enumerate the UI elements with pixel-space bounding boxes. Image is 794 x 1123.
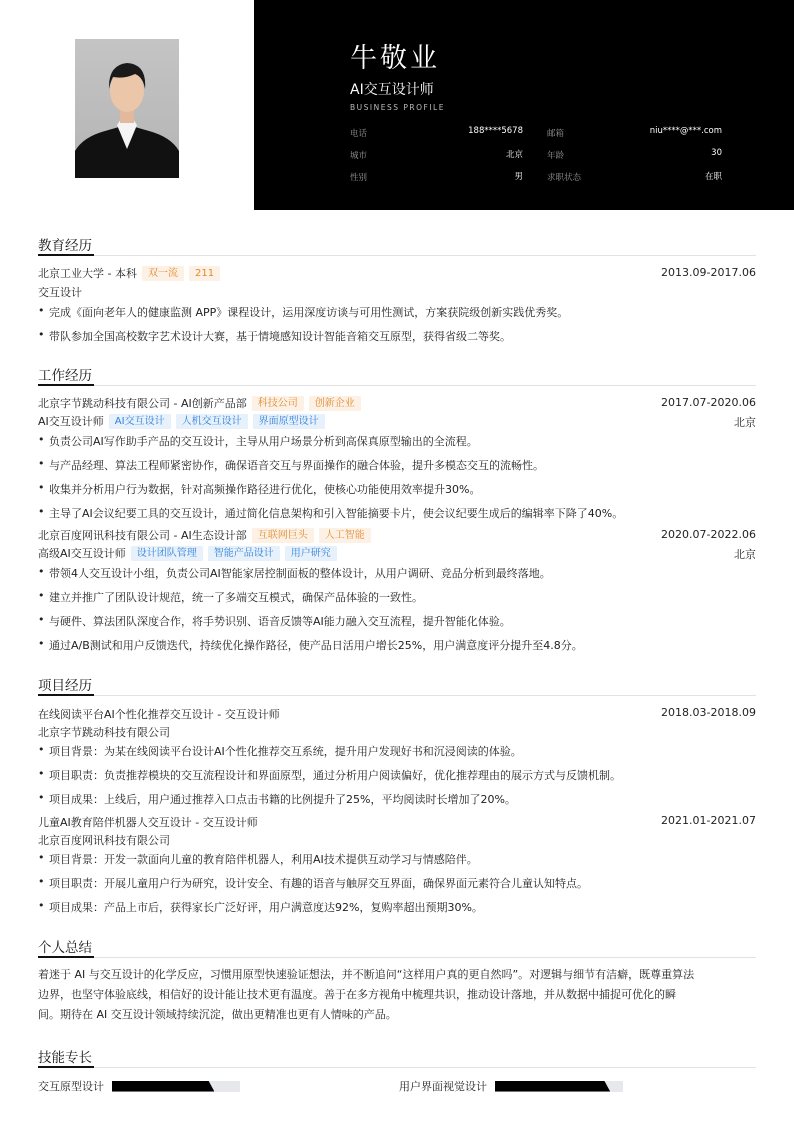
job-bullet: • 收集并分析用户行为数据，针对高频操作路径进行优化，使核心功能使用效率提升30%。 [38, 481, 756, 497]
project-bullet: • 项目背景：为某在线阅读平台设计AI个性化推荐交互系统，提升用户发现好书和沉浸阅读的体验。 [38, 743, 756, 759]
job-title: AI交互设计师 [350, 82, 434, 98]
section-title: 项目经历 [38, 678, 92, 694]
company-tag: 互联网巨头 [252, 528, 314, 543]
skill-name: 用户界面视觉设计 [399, 1080, 487, 1093]
project-period: 2021.01-2021.07 [661, 814, 756, 827]
info-label: 求职状态 [547, 173, 582, 183]
info-label: 城市 [350, 151, 368, 161]
job-company: 北京百度网讯科技有限公司 - AI生态设计部 [38, 529, 247, 542]
job-bullet: • 与硬件、算法团队深度合作，将手势识别、语音反馈等AI能力融入交互流程，提升智能化体验。 [38, 613, 756, 629]
project-period: 2018.03-2018.09 [661, 706, 756, 719]
project-name: 在线阅读平台AI个性化推荐交互设计 - 交互设计师 [38, 708, 280, 721]
section-title-underline [38, 254, 94, 256]
portrait-illustration [75, 39, 179, 178]
section-divider [38, 695, 756, 696]
skill-item [399, 1078, 623, 1094]
profile-photo [75, 39, 179, 178]
section-divider [38, 255, 756, 256]
job-role-line [38, 545, 337, 561]
job-company: 北京字节跳动科技有限公司 - AI创新产品部 [38, 397, 247, 410]
education-bullet: • 带队参加全国高校数字艺术设计大赛，基于情境感知设计智能音箱交互原型，获得省级二等奖。 [38, 328, 756, 344]
summary-line: 边界，也坚守体验底线，相信好的设计能让技术更有温度。善于在多方视角中梳理共识，推动设计落地，并从数据中捕捉可优化的瞬 [38, 988, 676, 1001]
education-major: 交互设计 [38, 286, 82, 299]
job-bullet: • 与产品经理、算法工程师紧密协作，确保语音交互与界面操作的融合体验，提升多模态交互的流畅性。 [38, 457, 756, 473]
status-value: 在职 [704, 172, 722, 182]
summary-text [38, 965, 756, 1025]
info-label: 年龄 [547, 151, 565, 161]
job-role-line [38, 413, 325, 429]
skill-item [38, 1078, 240, 1094]
school-tag: 双一流 [142, 266, 184, 281]
email-value: niu****@***.com [649, 126, 722, 136]
school-name: 北京工业大学 - 本科 [38, 267, 137, 280]
info-label: 电话 [350, 129, 368, 139]
project-bullet: • 项目成果：产品上市后，获得家长广泛好评，用户满意度达92%，复购率超出预期30%。 [38, 899, 756, 915]
section-title-underline [38, 1066, 94, 1068]
project-name: 儿童AI教育陪伴机器人交互设计 - 交互设计师 [38, 816, 258, 829]
project-bullet: • 项目背景：开发一款面向儿童的教育陪伴机器人，利用AI技术提供互动学习与情感陪伴。 [38, 851, 756, 867]
section-title-underline [38, 956, 94, 958]
role-tag: AI交互设计 [109, 414, 171, 429]
job-location: 北京 [734, 416, 756, 429]
section-divider [38, 957, 756, 958]
skill-name: 交互原型设计 [38, 1080, 104, 1093]
job-role: 高级AI交互设计师 [38, 547, 126, 560]
job-bullet: • 建立并推广了团队设计规范，统一了多端交互模式，确保产品体验的一致性。 [38, 589, 756, 605]
role-tag: 人机交互设计 [176, 414, 248, 429]
skill-level-bar [112, 1081, 240, 1092]
company-tag: 人工智能 [319, 528, 371, 543]
education-school-line [38, 265, 220, 281]
section-title-underline [38, 694, 94, 696]
section-title: 技能专长 [38, 1050, 92, 1066]
role-tag: 用户研究 [285, 546, 337, 561]
summary-line: 着迷于 AI 与交互设计的化学反应，习惯用原型快速验证想法，并不断追问“这样用户真的更自然吗”。对逻辑与细节有洁癖，既尊重算法 [38, 968, 695, 981]
job-company-line [38, 527, 371, 543]
job-bullet: • 主导了AI会议纪要工具的交互设计，通过简化信息架构和引入智能摘要卡片，使会议纪要生成后的编辑率下降了40%。 [38, 505, 756, 521]
skill-level-bar [495, 1081, 623, 1092]
project-company: 北京字节跳动科技有限公司 [38, 726, 170, 739]
section-title: 工作经历 [38, 368, 92, 384]
company-tag: 创新企业 [309, 396, 361, 411]
age-value: 30 [711, 148, 722, 158]
job-location: 北京 [734, 548, 756, 561]
candidate-name: 牛敬业 [350, 43, 440, 74]
job-bullet: • 带领4人交互设计小组，负责公司AI智能家居控制面板的整体设计，从用户调研、竞品分析到最终落地。 [38, 565, 756, 581]
education-bullet: • 完成《面向老年人的健康监测 APP》课程设计，运用深度访谈与可用性测试，方案获院级创新实践优秀奖。 [38, 304, 756, 320]
project-company: 北京百度网讯科技有限公司 [38, 834, 170, 847]
company-tag: 科技公司 [252, 396, 304, 411]
job-period: 2017.07-2020.06 [661, 396, 756, 409]
info-label: 性别 [350, 173, 368, 183]
summary-line: 间。期待在 AI 交互设计领域持续沉淀，做出更精准也更有人情味的产品。 [38, 1008, 397, 1021]
project-bullet: • 项目职责：开展儿童用户行为研究，设计安全、有趣的语音与触屏交互界面，确保界面元素符合儿童认知特点。 [38, 875, 756, 891]
job-bullet: • 负责公司AI写作助手产品的交互设计，主导从用户场景分析到高保真原型输出的全流程。 [38, 433, 756, 449]
gender-value: 男 [514, 172, 523, 182]
job-bullet: • 通过A/B测试和用户反馈迭代，持续优化操作路径，使产品日活用户增长25%，用户满意度评分提升至4.8分。 [38, 637, 756, 653]
section-title: 个人总结 [38, 940, 92, 956]
info-label: 邮箱 [547, 129, 565, 139]
phone-value: 188****5678 [468, 126, 523, 136]
school-tag: 211 [189, 266, 220, 281]
role-tag: 智能产品设计 [208, 546, 280, 561]
header-panel [254, 0, 794, 210]
job-role: AI交互设计师 [38, 415, 104, 428]
section-title-underline [38, 384, 94, 386]
job-period: 2020.07-2022.06 [661, 528, 756, 541]
section-divider [38, 385, 756, 386]
role-tag: 界面原型设计 [253, 414, 325, 429]
section-divider [38, 1067, 756, 1068]
skill-level-fill [495, 1081, 610, 1092]
skill-level-fill [112, 1081, 214, 1092]
project-bullet: • 项目职责：负责推荐模块的交互流程设计和界面原型，通过分析用户阅读偏好，优化推荐理由的展示方式与反馈机制。 [38, 767, 756, 783]
education-period: 2013.09-2017.06 [661, 266, 756, 279]
role-tag: 设计团队管理 [131, 546, 203, 561]
job-company-line [38, 395, 361, 411]
city-value: 北京 [505, 150, 523, 160]
project-bullet: • 项目成果：上线后，用户通过推荐入口点击书籍的比例提升了25%，平均阅读时长增加了20%。 [38, 791, 756, 807]
section-title: 教育经历 [38, 238, 92, 254]
business-profile-label: BUSINESS PROFILE [350, 103, 445, 112]
